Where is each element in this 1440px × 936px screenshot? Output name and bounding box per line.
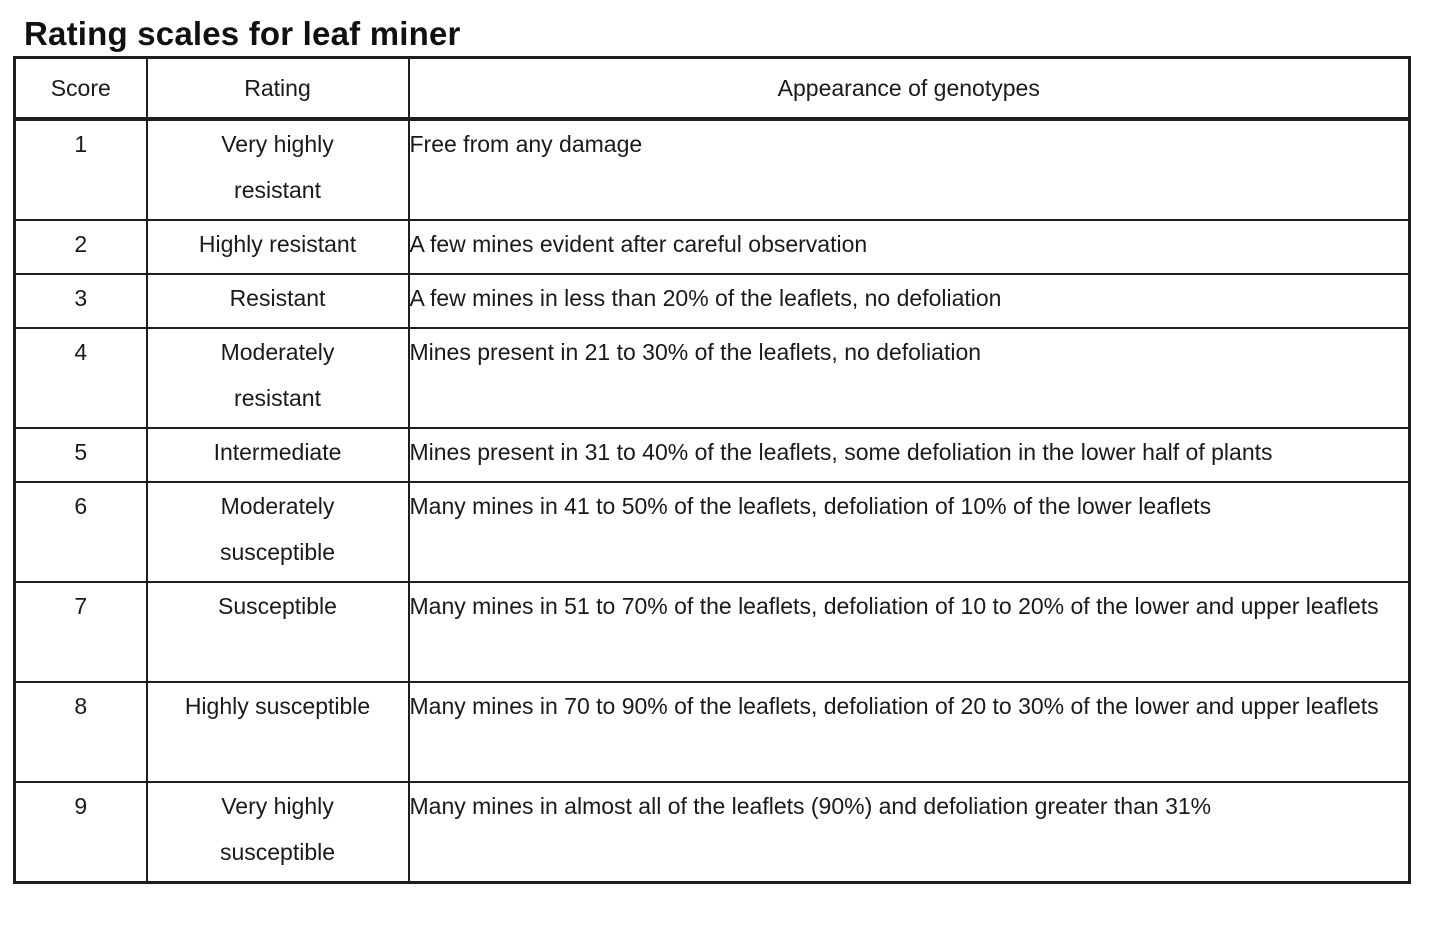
table-row bbox=[15, 328, 1410, 428]
rating-cell bbox=[147, 582, 409, 682]
appearance-cell: Many mines in 70 to 90% of the leaflets, defoliation of 20 to 30% of the lower and upper leaflets bbox=[409, 682, 1410, 782]
rating-cell bbox=[147, 782, 409, 883]
table-row bbox=[15, 782, 1410, 883]
page-title: Rating scales for leaf miner bbox=[24, 15, 461, 52]
table-header-row bbox=[15, 58, 1410, 120]
score-cell: 5 bbox=[15, 428, 147, 482]
score-cell: 9 bbox=[15, 782, 147, 883]
header-score: Score bbox=[15, 58, 147, 120]
appearance-cell: Mines present in 31 to 40% of the leaflets, some defoliation in the lower half of plants bbox=[409, 428, 1410, 482]
table-row bbox=[15, 119, 1410, 220]
rating-line: resistant bbox=[234, 385, 321, 411]
appearance-cell: Free from any damage bbox=[409, 119, 1410, 220]
appearance-cell: A few mines in less than 20% of the leaflets, no defoliation bbox=[409, 274, 1410, 328]
rating-cell bbox=[147, 119, 409, 220]
table-row bbox=[15, 682, 1410, 782]
score-cell: 1 bbox=[15, 119, 147, 220]
rating-line: Intermediate bbox=[213, 439, 342, 465]
rating-line: Highly susceptible bbox=[184, 693, 371, 719]
rating-cell bbox=[147, 482, 409, 582]
rating-line: Resistant bbox=[229, 285, 326, 311]
appearance-cell: Many mines in almost all of the leaflets (90%) and defoliation greater than 31% bbox=[409, 782, 1410, 883]
appearance-cell: Many mines in 51 to 70% of the leaflets, defoliation of 10 to 20% of the lower and upper leaflets bbox=[409, 582, 1410, 682]
header-appearance: Appearance of genotypes bbox=[409, 58, 1410, 120]
header-rating: Rating bbox=[147, 58, 409, 120]
rating-line: Very highly bbox=[221, 793, 334, 819]
rating-line: Moderately bbox=[220, 339, 335, 365]
rating-line: Moderately bbox=[220, 493, 335, 519]
score-cell: 8 bbox=[15, 682, 147, 782]
rating-line: susceptible bbox=[219, 539, 336, 565]
rating-line: Highly resistant bbox=[198, 231, 357, 257]
appearance-cell: Many mines in 41 to 50% of the leaflets, defoliation of 10% of the lower leaflets bbox=[409, 482, 1410, 582]
rating-line: susceptible bbox=[219, 839, 336, 865]
rating-cell bbox=[147, 328, 409, 428]
table-row bbox=[15, 274, 1410, 328]
score-cell: 4 bbox=[15, 328, 147, 428]
rating-line: Susceptible bbox=[218, 593, 337, 619]
table-row bbox=[15, 482, 1410, 582]
rating-cell bbox=[147, 682, 409, 782]
rating-cell bbox=[147, 428, 409, 482]
rating-cell bbox=[147, 274, 409, 328]
rating-line: Very highly bbox=[221, 131, 334, 157]
score-cell: 6 bbox=[15, 482, 147, 582]
score-cell: 2 bbox=[15, 220, 147, 274]
table-row bbox=[15, 428, 1410, 482]
rating-scale-table bbox=[13, 56, 1411, 884]
table-row bbox=[15, 220, 1410, 274]
table-row bbox=[15, 582, 1410, 682]
score-cell: 7 bbox=[15, 582, 147, 682]
rating-cell bbox=[147, 220, 409, 274]
appearance-cell: A few mines evident after careful observation bbox=[409, 220, 1410, 274]
rating-line: resistant bbox=[234, 177, 321, 203]
score-cell: 3 bbox=[15, 274, 147, 328]
appearance-cell: Mines present in 21 to 30% of the leaflets, no defoliation bbox=[409, 328, 1410, 428]
